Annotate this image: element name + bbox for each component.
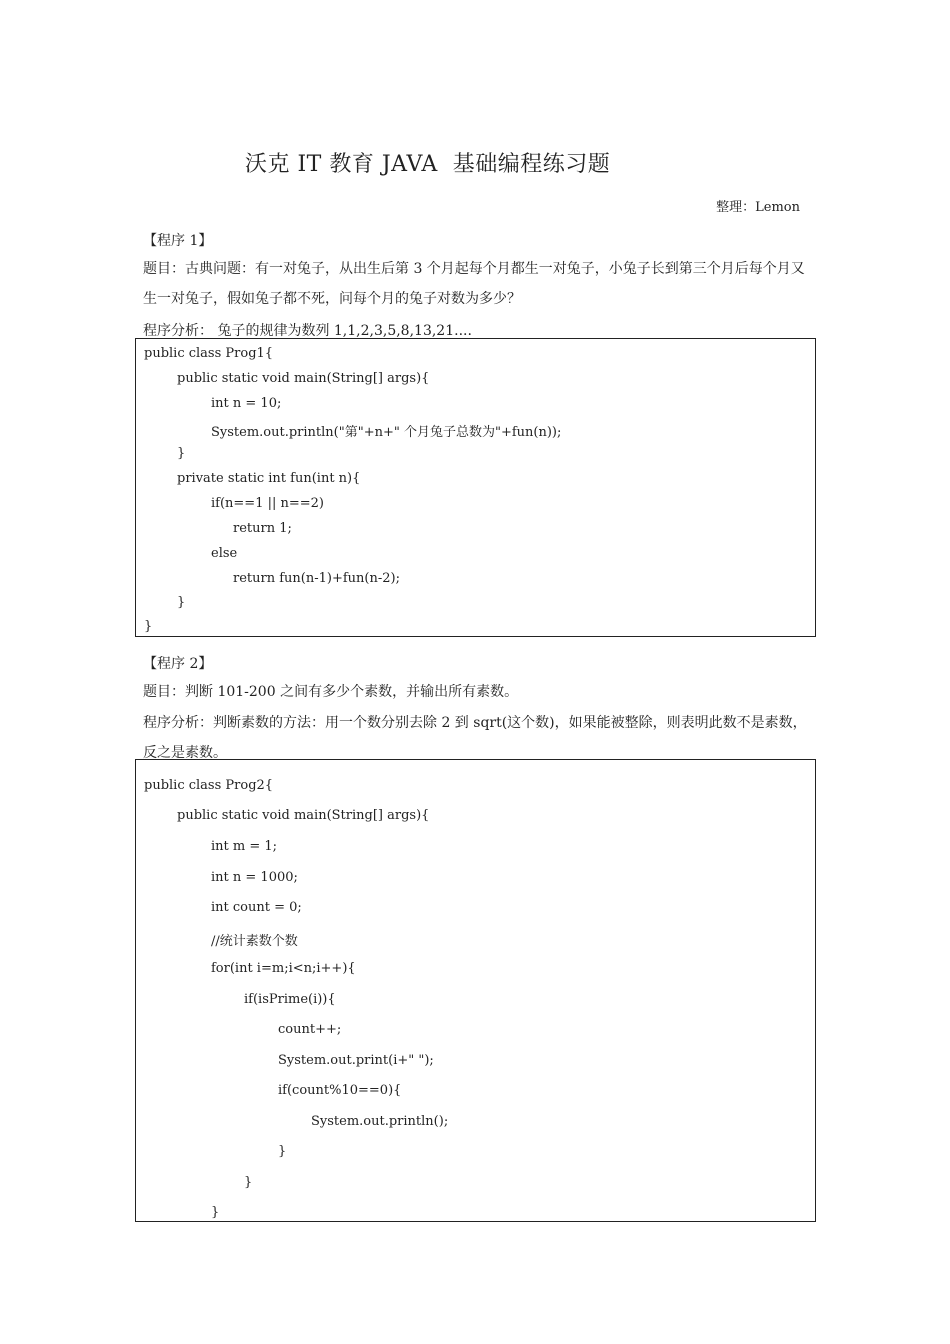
code-line: }: [177, 446, 186, 461]
code-line: //统计素数个数: [211, 934, 298, 949]
code-line: public static void main(String[] args){: [177, 808, 430, 823]
program-1-label: 【程序 1】: [143, 233, 213, 249]
code-line: count++;: [278, 1022, 342, 1037]
code-line: int n = 10;: [211, 396, 282, 411]
program-1-question: 题目：古典问题：有一对兔子，从出生后第 3 个月起每个月都生一对兔子，小兔子长到第三个月后每个月又生一对兔子，假如兔子都不死，问每个月的兔子对数为多少？: [143, 261, 805, 307]
code-line: int n = 1000;: [211, 870, 298, 885]
code-line: public class Prog2{: [144, 778, 274, 793]
code-line: int m = 1;: [211, 839, 278, 854]
code-line: }: [211, 1205, 220, 1220]
code-line: else: [211, 546, 238, 561]
code-line: public static void main(String[] args){: [177, 371, 430, 386]
program-2-code-box: [135, 759, 816, 1222]
code-line: }: [244, 1175, 253, 1190]
program-2-analysis: 程序分析：判断素数的方法：用一个数分别去除 2 到 sqrt(这个数)，如果能被整除，则表明此数不是素数，反之是素数。: [143, 715, 807, 761]
code-line: System.out.print(i+" ");: [278, 1053, 434, 1068]
program-2-label: 【程序 2】: [143, 656, 213, 672]
program-1-analysis: 程序分析： 兔子的规律为数列 1,1,2,3,5,8,13,21....: [143, 323, 472, 339]
author-credit: 整理：Lemon: [716, 200, 800, 215]
document-title: 沃克 IT 教育 JAVA 基础编程练习题: [245, 152, 611, 177]
code-line: if(n==1 || n==2): [211, 496, 324, 511]
code-line: private static int fun(int n){: [177, 471, 361, 486]
code-line: return fun(n-1)+fun(n-2);: [233, 571, 400, 586]
code-line: }: [177, 595, 186, 610]
code-line: System.out.println();: [311, 1114, 449, 1129]
code-line: System.out.println("第"+n+" 个月兔子总数为"+fun(n));: [211, 425, 562, 440]
code-line: if(count%10==0){: [278, 1083, 402, 1098]
code-line: }: [144, 619, 153, 634]
code-line: if(isPrime(i)){: [244, 992, 336, 1007]
program-2-question: 题目：判断 101-200 之间有多少个素数，并输出所有素数。: [143, 684, 519, 700]
code-line: }: [278, 1144, 287, 1159]
program-1-code-box: [135, 338, 816, 637]
code-line: for(int i=m;i<n;i++){: [211, 961, 356, 976]
code-line: public class Prog1{: [144, 346, 274, 361]
code-line: return 1;: [233, 521, 292, 536]
code-line: int count = 0;: [211, 900, 302, 915]
